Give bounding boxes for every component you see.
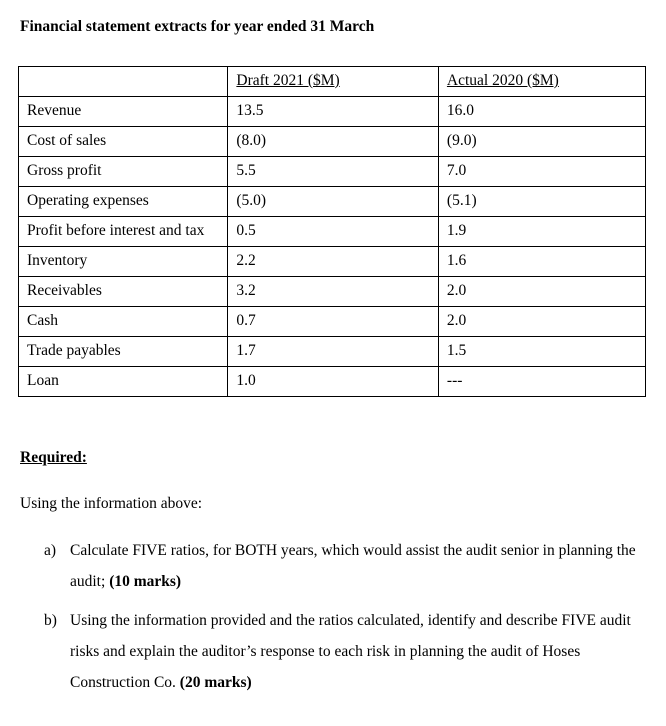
table-row-receivables	[19, 277, 646, 307]
question-a-body	[70, 535, 648, 597]
question-a-marks: (10 marks)	[109, 573, 182, 590]
table-row-revenue	[19, 97, 646, 127]
question-b-marks: (20 marks)	[179, 674, 252, 691]
row-label: Loan	[19, 367, 228, 397]
row-label: Receivables	[19, 277, 228, 307]
empty-header-cell	[19, 67, 228, 97]
row-label: Operating expenses	[19, 187, 228, 217]
intro-text: Using the information above:	[20, 495, 203, 512]
table-row-profit-before-interest-and-tax	[19, 217, 646, 247]
draft-value: 5.5	[228, 157, 439, 187]
question-b-text: Using the information provided and the ratios calculated, identify and describe FIVE audit risks and explain the auditor’s response to each risk in planning the audit of Hoses Construction Co.	[70, 612, 631, 691]
question-a-text: Calculate FIVE ratios, for BOTH years, which would assist the audit senior in planning the audit;	[70, 542, 636, 590]
actual-value: 1.6	[438, 247, 645, 277]
table-row-loan	[19, 367, 646, 397]
question-b-marker: b)	[44, 612, 57, 629]
draft-2021-header-cell	[228, 67, 439, 97]
table-row-cost-of-sales	[19, 127, 646, 157]
draft-2021-header-label: Draft 2021 ($M)	[236, 72, 340, 89]
draft-value: 1.0	[228, 367, 439, 397]
draft-value: 0.5	[228, 217, 439, 247]
table-row-trade-payables	[19, 337, 646, 367]
row-label: Gross profit	[19, 157, 228, 187]
question-a-marker: a)	[44, 542, 57, 559]
actual-2020-header-cell	[438, 67, 645, 97]
row-label: Profit before interest and tax	[19, 217, 228, 247]
document-title: Financial statement extracts for year ended 31 March	[20, 18, 375, 35]
row-label: Cash	[19, 307, 228, 337]
question-b	[44, 605, 648, 698]
financial-statement-table	[18, 66, 646, 397]
actual-value: 1.5	[438, 337, 645, 367]
draft-value: 3.2	[228, 277, 439, 307]
table-row-cash	[19, 307, 646, 337]
required-heading: Required:	[20, 449, 87, 466]
row-label: Cost of sales	[19, 127, 228, 157]
actual-value: 2.0	[438, 277, 645, 307]
table-header-row	[19, 67, 646, 97]
question-b-body	[70, 605, 648, 698]
actual-value: 7.0	[438, 157, 645, 187]
table-row-gross-profit	[19, 157, 646, 187]
draft-value: 13.5	[228, 97, 439, 127]
row-label: Trade payables	[19, 337, 228, 367]
question-list	[20, 535, 648, 698]
row-label: Revenue	[19, 97, 228, 127]
table-row-operating-expenses	[19, 187, 646, 217]
actual-value: (9.0)	[438, 127, 645, 157]
draft-value: 2.2	[228, 247, 439, 277]
draft-value: 0.7	[228, 307, 439, 337]
draft-value: (5.0)	[228, 187, 439, 217]
actual-value: 1.9	[438, 217, 645, 247]
actual-value: 16.0	[438, 97, 645, 127]
question-a	[44, 535, 648, 597]
row-label: Inventory	[19, 247, 228, 277]
actual-value: 2.0	[438, 307, 645, 337]
table-row-inventory	[19, 247, 646, 277]
actual-2020-header-label: Actual 2020 ($M)	[446, 72, 559, 89]
actual-value: (5.1)	[438, 187, 645, 217]
draft-value: (8.0)	[228, 127, 439, 157]
actual-value: ---	[438, 367, 645, 397]
draft-value: 1.7	[228, 337, 439, 367]
